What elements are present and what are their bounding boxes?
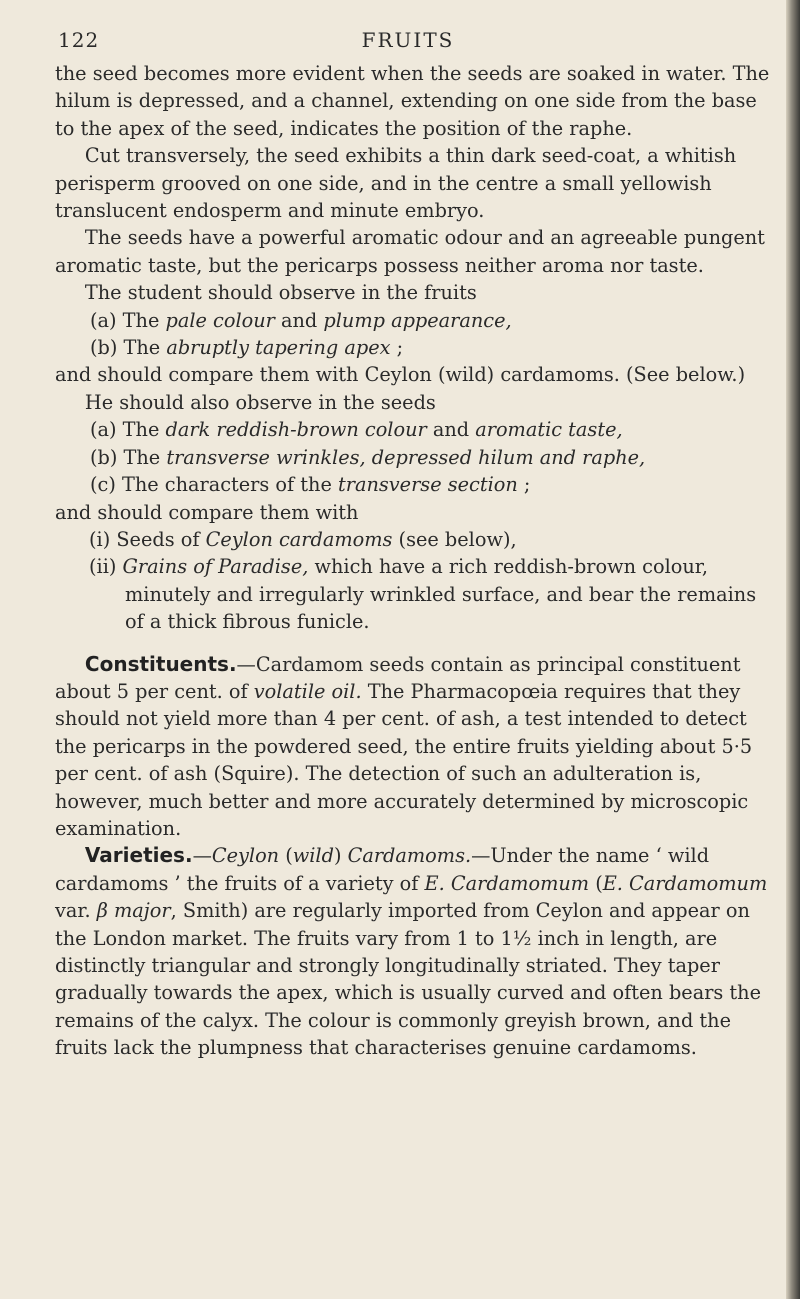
list-item-seed-a: (a) The dark reddish-brown colour and aromatic taste, [90,418,623,442]
paragraph-compare-ceylon: and should compare them with Ceylon (wild) cardamoms. (See below.) [55,363,746,387]
page-number: 122 [58,28,100,52]
heading-constituents: Constituents. [84,651,237,676]
page-body [55,60,770,1062]
paragraph-odour-taste: The seeds have a powerful aromatic odour and an agreeable pungent aromatic taste, but the pericarps possess neither aroma nor taste. [55,226,765,277]
paragraph-seed-hilum: the seed becomes more evident when the seeds are soaked in water. The hilum is depressed, and a channel, extending on one side from the base to the apex of the seed, indicates the position of the raphe. [55,62,770,140]
section-varieties: Varieties.—Ceylon (wild) Cardamoms.—Under the name ‘ wild cardamoms ’ the fruits of a variety of E. Cardamomum (E. Cardamomum var. β major, Smith) are regularly imported from Ceylon and appear on the London market. The fruits vary from 1 to 1½ inch in length, are distinctly triangular and strongly longitudinally striated. They taper gradually towards the apex, which is usually curved and often bears the remains of the calyx. The colour is commonly greyish brown, and the fruits lack the plumpness that characterises genuine cardamoms. [55,843,768,1060]
running-title: FRUITS [361,28,455,52]
list-item-compare-ii: (ii) Grains of Paradise, which have a rich reddish-brown colour, minutely and irregularly wrinkled surface, and bear the remains of a thick fibrous funicle. [89,555,757,634]
paragraph-cross-section: Cut transversely, the seed exhibits a thin dark seed-coat, a whitish perisperm grooved on one side, and in the centre a small yellowish translucent endosperm and minute embryo. [55,144,737,223]
heading-varieties: Varieties. [84,843,193,868]
paragraph-observe-seeds: He should also observe in the seeds [84,390,436,414]
list-item-seed-b: (b) The transverse wrinkles, depressed hilum and raphe, [90,445,646,469]
list-item-fruit-b: (b) The abruptly tapering apex ; [90,336,404,360]
list-item-fruit-a: (a) The pale colour and plump appearance, [90,308,512,332]
paragraph-compare-with: and should compare them with [55,500,359,524]
paragraph-student-fruits: The student should observe in the fruits [84,281,477,305]
list-item-seed-c: (c) The characters of the transverse section ; [90,473,531,497]
page-header [58,28,758,54]
section-constituents: Constituents.—Cardamom seeds contain as principal constituent about 5 per cent. of volatile oil. The Pharmacopœia requires that they should not yield more than 4 per cent. of ash, a test intended to detect the pericarps in the powdered seed, the entire fruits yielding about 5·5 per cent. of ash (Squire). The detection of such an adulteration is, however, much better and more accurately determined by microscopic examination. [55,651,753,840]
page-edge-shadow [786,0,800,1299]
list-item-compare-i: (i) Seeds of Ceylon cardamoms (see below), [89,527,517,551]
